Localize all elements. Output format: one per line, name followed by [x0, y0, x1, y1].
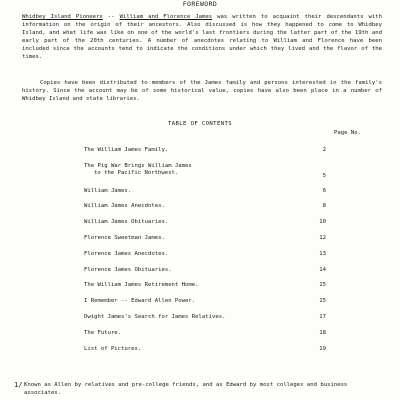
- toc-entry-title: The William James Retirement Home: [84, 282, 196, 289]
- toc-leader-dots: .: [191, 298, 197, 305]
- toc-entry-title: The Future: [84, 329, 118, 336]
- toc-entry-title: William James Obituaries: [84, 219, 165, 226]
- intro-paragraph: [22, 13, 382, 62]
- toc-entry: [84, 267, 324, 274]
- book-title-part2: William and Florence James: [119, 14, 213, 20]
- toc-entry: [84, 330, 324, 337]
- title-connector: --: [102, 14, 120, 20]
- toc-leader-dots: .: [164, 147, 170, 153]
- toc-entry-title: William James Anecdotes: [84, 203, 162, 210]
- toc-leader-dots: .: [164, 219, 170, 226]
- toc-entry: [84, 314, 324, 321]
- toc-entry: [84, 188, 324, 195]
- toc-title: TABLE OF CONTENTS: [167, 121, 233, 127]
- toc-entry: [84, 203, 324, 210]
- copies-paragraph: Copies have been distributed to members of the James family and persons interested in the family's history. Since the account may be of some historical value, copies have also been place in a number of Whidbey Island and state libraries.: [22, 80, 382, 103]
- book-title-part1: Whidbey Island Pioneers: [22, 14, 103, 20]
- toc-leader-dots: .: [127, 187, 133, 194]
- toc-entry: [84, 163, 324, 177]
- toc-page-number: 5: [322, 172, 326, 179]
- toc-leader-dots: .: [168, 266, 173, 273]
- footnote-mark: 1/: [14, 381, 23, 389]
- toc-page-number: 15: [319, 298, 326, 305]
- toc-page-number: 19: [319, 345, 326, 352]
- toc-leader-dots: .: [174, 169, 180, 176]
- toc-page-number: 2: [322, 147, 326, 153]
- toc-entry-title: Florence James Obituaries: [84, 266, 169, 273]
- foreword-heading: FOREWORD: [182, 0, 218, 8]
- toc-entry-title: The Pig War Brings William James: [84, 162, 192, 169]
- toc-entry: [84, 298, 324, 305]
- toc-entry: [84, 282, 324, 289]
- toc-leader-dots: .: [164, 250, 170, 257]
- toc-leader-dots: .: [222, 314, 227, 320]
- toc-entry-title: Florence James Anecdotes: [84, 250, 165, 257]
- intro-body: was written to acquaint their descendants with information on the origin of their ancestors. Also discussed is how they happened to come to Whidbey Island, and what life was like on one of the world's last frontiers during the latter part of the 19th and early part of the 20th centuries. A number of anecdotes relating to William and Florence have been included since the accounts tend to indicate the conditions under which they lived and the flavor of the times.: [22, 14, 382, 61]
- toc-entry: [84, 251, 324, 258]
- toc-entry-title: Florence Sweetman James: [84, 235, 162, 241]
- footnote-text: Known as Allen by relatives and pre-college friends, and as Edward by most colleges and business associates.: [24, 382, 348, 396]
- toc-entry-title: List of Pictures: [84, 345, 138, 352]
- toc-page-number: 17: [319, 314, 326, 320]
- toc-leader-dots: .: [161, 203, 166, 210]
- toc-entry-title: William James: [84, 187, 128, 194]
- toc-entry-subtitle: to the Pacific Northwest.: [94, 169, 180, 176]
- toc-leader-dots: .: [161, 235, 166, 241]
- toc-page-number: 12: [319, 235, 326, 241]
- toc-page-number: 14: [319, 266, 326, 273]
- toc-entry-title: I Remember -- Edward Allen Power: [84, 298, 192, 305]
- toc-entry-title: Dwight James's Search for James Relatives: [84, 314, 223, 320]
- toc-entry-title: The William James Family: [84, 147, 165, 153]
- toc-page-number: 15: [319, 282, 326, 289]
- toc-leader-dots: .: [117, 329, 123, 336]
- toc-page-number: 6: [322, 187, 326, 194]
- toc-leader-dots: .: [137, 345, 143, 352]
- footnote: [14, 381, 384, 397]
- toc-page-number: 8: [322, 203, 326, 210]
- toc-entry: [84, 346, 324, 353]
- toc-entry: [84, 147, 324, 154]
- toc-entry: [84, 219, 324, 226]
- toc-page-header: Page No.: [334, 130, 361, 136]
- toc-entry: [84, 235, 324, 242]
- toc-page-number: 10: [319, 219, 326, 226]
- toc-page-number: 18: [319, 329, 326, 336]
- toc-page-number: 13: [319, 250, 326, 257]
- toc-leader-dots: .: [195, 282, 200, 289]
